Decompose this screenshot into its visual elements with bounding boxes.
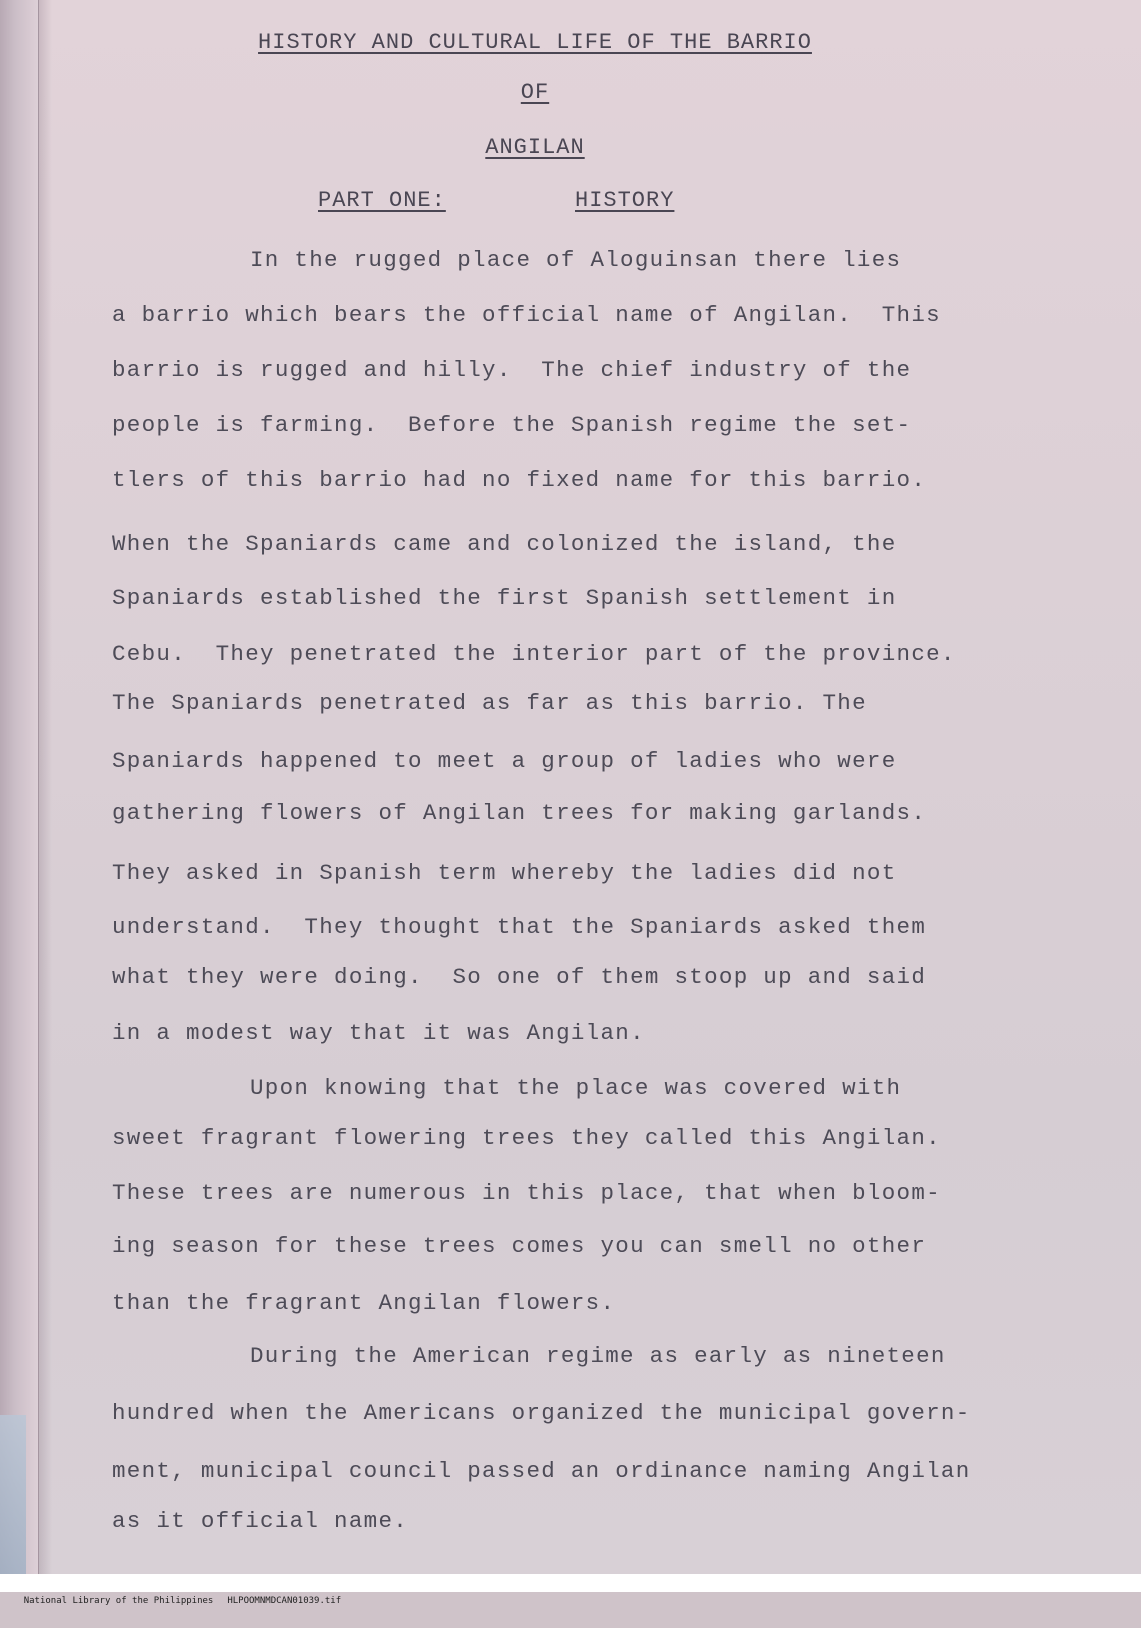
text-line: Upon knowing that the place was covered with: [250, 1075, 902, 1101]
text-line: a barrio which bears the official name of Angilan. This: [112, 302, 941, 328]
text-line: as it official name.: [112, 1508, 409, 1534]
footer-source: National Library of the Philippines: [23, 1596, 214, 1606]
footer-filename: HLPOOMNMDCAN01039.tif: [227, 1596, 342, 1606]
text-line: people is farming. Before the Spanish regime the set-: [112, 412, 912, 438]
text-line: tlers of this barrio had no fixed name for this barrio.: [112, 467, 927, 493]
text-line: Spaniards established the first Spanish settlement in: [112, 585, 897, 611]
text-line: understand. They thought that the Spaniards asked them: [112, 914, 927, 940]
part-label: PART ONE:: [318, 188, 446, 213]
text-line: Cebu. They penetrated the interior part of the province.: [112, 641, 956, 667]
text-line: ment, municipal council passed an ordinance naming Angilan: [112, 1458, 971, 1484]
part-title: HISTORY: [575, 188, 675, 213]
text-line: When the Spaniards came and colonized the island, the: [112, 531, 897, 557]
text-line: sweet fragrant flowering trees they called this Angilan.: [112, 1125, 941, 1151]
text-line: in a modest way that it was Angilan.: [112, 1020, 645, 1046]
document-title: HISTORY AND CULTURAL LIFE OF THE BARRIO: [258, 30, 812, 55]
text-line: gathering flowers of Angilan trees for making garlands.: [112, 800, 927, 826]
text-line: than the fragrant Angilan flowers.: [112, 1290, 616, 1316]
scan-footer: [0, 1574, 1141, 1606]
text-line: Spaniards happened to meet a group of ladies who were: [112, 748, 897, 774]
barrio-name: ANGILAN: [485, 135, 585, 160]
text-line: In the rugged place of Aloguinsan there lies: [250, 247, 902, 273]
text-line: The Spaniards penetrated as far as this barrio. The: [112, 690, 867, 716]
text-line: what they were doing. So one of them stoop up and said: [112, 964, 927, 990]
text-line: During the American regime as early as nineteen: [250, 1343, 946, 1369]
text-line: barrio is rugged and hilly. The chief industry of the: [112, 357, 912, 383]
text-line: They asked in Spanish term whereby the ladies did not: [112, 860, 897, 886]
text-line: ing season for these trees comes you can smell no other: [112, 1233, 927, 1259]
text-line: These trees are numerous in this place, that when bloom-: [112, 1180, 941, 1206]
text-line: hundred when the Americans organized the municipal govern-: [112, 1400, 971, 1426]
document-title-of: OF: [520, 80, 550, 105]
